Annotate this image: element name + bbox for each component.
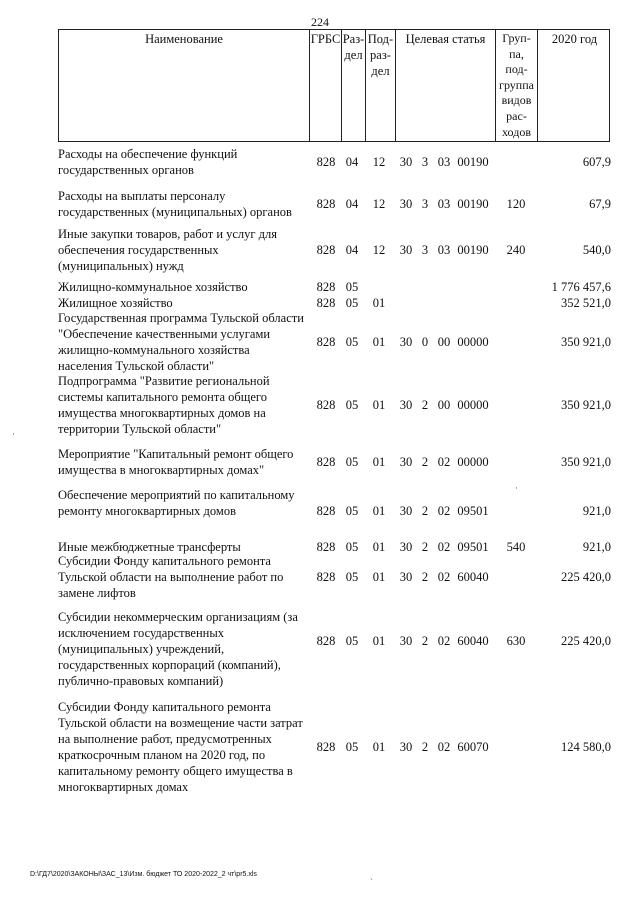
cell-c3: 02 (437, 540, 451, 554)
scan-mark: ˋ (370, 877, 373, 887)
header-celevaya: Целевая статья (395, 30, 495, 141)
cell-podrazdel: 01 (372, 634, 386, 648)
cell-c1: 30 (399, 740, 413, 754)
cell-c2: 2 (421, 398, 429, 412)
cell-c4: 09501 (457, 540, 489, 554)
cell-razdel: 05 (345, 740, 359, 754)
cell-grbs: 828 (316, 296, 336, 310)
cell-c1: 30 (399, 504, 413, 518)
row-name: Жилищно-коммунальное хозяйство (58, 280, 248, 294)
cell-grbs: 828 (316, 455, 336, 469)
cell-c1: 30 (399, 197, 413, 211)
row-name: Расходы на выплаты персоналу государственных (муниципальных) органов (58, 189, 292, 219)
scan-dot: · (515, 483, 518, 493)
row-name: Мероприятие "Капитальный ремонт общего имущества в многоквартирных домах" (58, 447, 294, 477)
cell-c4: 00000 (457, 335, 489, 349)
row-name: Субсидии Фонду капитального ремонта Тульской области на выполнение работ по замене лифтов (58, 554, 284, 600)
cell-amount: 921,0 (582, 540, 611, 554)
cell-podrazdel: 01 (372, 540, 386, 554)
cell-c2: 2 (421, 570, 429, 584)
cell-c3: 03 (437, 243, 451, 257)
row-name: Субсидии Фонду капитального ремонта Тульской области на возмещение части затрат на выполнение работ, предусмотренных краткосрочным планом на 2020 год, по капитальному ремонту общего имущества в многоквартирных домах (58, 700, 303, 794)
cell-c2: 3 (421, 243, 429, 257)
cell-razdel: 05 (345, 455, 359, 469)
row-name: Иные закупки товаров, работ и услуг для обеспечения государственных (муниципальных) нужд (58, 227, 278, 273)
header-razdel: Раз- дел (341, 30, 365, 141)
header-grbs: ГРБС (309, 30, 341, 141)
cell-c1: 30 (399, 243, 413, 257)
cell-c4: 60040 (457, 570, 489, 584)
cell-grbs: 828 (316, 570, 336, 584)
cell-razdel: 04 (345, 197, 359, 211)
cell-grbs: 828 (316, 155, 336, 169)
cell-podrazdel: 01 (372, 740, 386, 754)
row-name: Обеспечение мероприятий по капитальному ремонту многоквартирных домов (58, 488, 295, 518)
cell-amount: 225 420,0 (561, 634, 611, 648)
row-name: Иные межбюджетные трансферты (58, 540, 241, 554)
cell-c4: 00190 (457, 155, 489, 169)
cell-c1: 30 (399, 155, 413, 169)
cell-amount: 540,0 (582, 243, 611, 257)
cell-amount: 350 921,0 (561, 455, 611, 469)
row-name: Расходы на обеспечение функций государственных органов (58, 147, 238, 177)
cell-grbs: 828 (316, 540, 336, 554)
cell-amount: 67,9 (589, 197, 611, 211)
cell-razdel: 05 (345, 504, 359, 518)
table-header (58, 29, 610, 142)
header-year: 2020 год (537, 30, 611, 141)
cell-razdel: 05 (345, 280, 359, 294)
cell-podrazdel: 01 (372, 570, 386, 584)
cell-c3: 03 (437, 197, 451, 211)
cell-c3: 00 (437, 335, 451, 349)
cell-c4: 09501 (457, 504, 489, 518)
cell-c3: 02 (437, 634, 451, 648)
cell-podrazdel: 01 (372, 455, 386, 469)
cell-grbs: 828 (316, 243, 336, 257)
cell-podrazdel: 01 (372, 335, 386, 349)
cell-grbs: 828 (316, 634, 336, 648)
cell-c4: 60070 (457, 740, 489, 754)
cell-c4: 00000 (457, 398, 489, 412)
cell-podrazdel: 12 (372, 155, 386, 169)
cell-grbs: 828 (316, 280, 336, 294)
cell-grbs: 828 (316, 504, 336, 518)
cell-c4: 00190 (457, 243, 489, 257)
row-name: Подпрограмма "Развитие региональной системы капитального ремонта общего имущества многоквартирных домов на территории Тульской области" (58, 374, 270, 436)
cell-vr: 540 (506, 540, 526, 554)
row-name: Государственная программа Тульской области "Обеспечение качественными услугами жилищно-коммунального хозяйства населения Тульской области" (58, 311, 304, 373)
cell-c2: 3 (421, 155, 429, 169)
cell-amount: 350 921,0 (561, 335, 611, 349)
cell-amount: 607,9 (582, 155, 611, 169)
cell-c1: 30 (399, 398, 413, 412)
cell-podrazdel: 01 (372, 296, 386, 310)
cell-c3: 03 (437, 155, 451, 169)
cell-c4: 60040 (457, 634, 489, 648)
cell-amount: 225 420,0 (561, 570, 611, 584)
cell-podrazdel: 12 (372, 243, 386, 257)
cell-c2: 2 (421, 740, 429, 754)
cell-c4: 00000 (457, 455, 489, 469)
cell-grbs: 828 (316, 398, 336, 412)
cell-vr: 630 (506, 634, 526, 648)
cell-razdel: 05 (345, 540, 359, 554)
cell-razdel: 05 (345, 570, 359, 584)
header-podrazdel: Под- раз- дел (365, 30, 395, 141)
cell-c3: 02 (437, 504, 451, 518)
row-name: Субсидии некоммерческим организациям (за исключением государственных (муниципальных) учреждений, государственных корпораций (компаний), публично-правовых компаний) (58, 610, 298, 688)
cell-razdel: 05 (345, 335, 359, 349)
cell-grbs: 828 (316, 335, 336, 349)
cell-c2: 2 (421, 455, 429, 469)
cell-razdel: 05 (345, 398, 359, 412)
cell-grbs: 828 (316, 197, 336, 211)
cell-c1: 30 (399, 455, 413, 469)
cell-c1: 30 (399, 540, 413, 554)
cell-podrazdel: 01 (372, 398, 386, 412)
cell-c4: 00190 (457, 197, 489, 211)
cell-c1: 30 (399, 570, 413, 584)
cell-vr: 120 (506, 197, 526, 211)
cell-c2: 2 (421, 634, 429, 648)
footer-file-path: D:\ГД7\2020\ЗАКОНЫ\ЗАС_13\Изм. бюджет ТО 2020-2022_2 чт\pr5.xls (30, 871, 257, 878)
cell-amount: 1 776 457,6 (551, 280, 611, 294)
cell-c3: 00 (437, 398, 451, 412)
cell-razdel: 05 (345, 634, 359, 648)
cell-podrazdel: 12 (372, 197, 386, 211)
cell-c1: 30 (399, 335, 413, 349)
header-gruppa: Груп- па, под- группа видов рас- ходов (495, 30, 537, 141)
cell-amount: 350 921,0 (561, 398, 611, 412)
cell-razdel: 04 (345, 155, 359, 169)
cell-vr: 240 (506, 243, 526, 257)
cell-amount: 921,0 (582, 504, 611, 518)
row-name: Жилищное хозяйство (58, 296, 173, 310)
scan-dot: · (12, 429, 15, 439)
cell-amount: 124 580,0 (561, 740, 611, 754)
cell-c2: 0 (421, 335, 429, 349)
cell-c1: 30 (399, 634, 413, 648)
cell-c3: 02 (437, 570, 451, 584)
cell-c3: 02 (437, 740, 451, 754)
cell-c2: 2 (421, 540, 429, 554)
cell-amount: 352 521,0 (561, 296, 611, 310)
page-number: 224 (311, 15, 329, 29)
cell-c2: 3 (421, 197, 429, 211)
cell-razdel: 05 (345, 296, 359, 310)
cell-c2: 2 (421, 504, 429, 518)
cell-podrazdel: 01 (372, 504, 386, 518)
cell-grbs: 828 (316, 740, 336, 754)
cell-c3: 02 (437, 455, 451, 469)
cell-razdel: 04 (345, 243, 359, 257)
header-name: Наименование (145, 32, 223, 46)
